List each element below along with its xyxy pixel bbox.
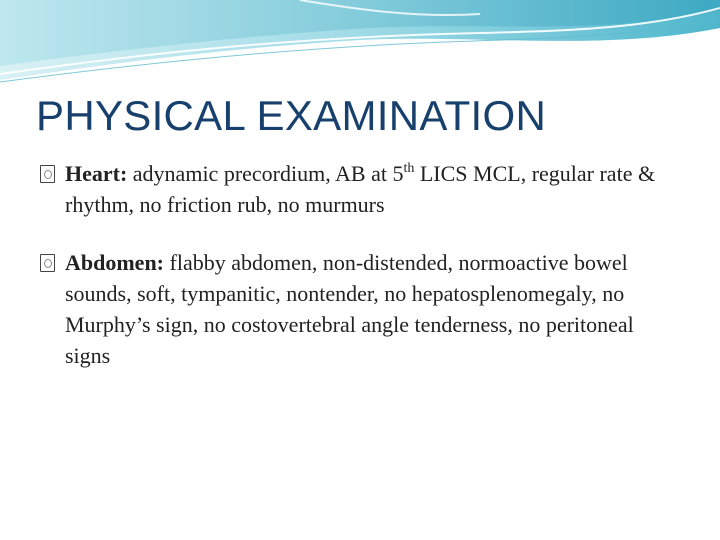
bullet-text-continued: LICS MCL, regular rate & rhythm, no friction rub, no murmurs	[65, 161, 656, 217]
page-title: PHYSICAL EXAMINATION	[36, 92, 547, 139]
hollow-box-bullet-icon	[40, 165, 55, 183]
hollow-box-bullet-icon	[40, 254, 55, 272]
list-item-abdomen	[40, 247, 680, 371]
header-wave-decoration	[0, 0, 720, 90]
bullet-text: adynamic precordium, AB at 5	[127, 161, 404, 186]
bullet-list	[40, 158, 680, 398]
bullet-term: Abdomen:	[65, 250, 165, 275]
list-item-heart	[40, 158, 680, 220]
bullet-text: flabby abdomen, non-distended, normoactive bowel sounds, soft, tympanitic, nontender, no hepatosplenomegaly, no Murphy’s sign, no costovertebral angle tenderness, no peritoneal signs	[65, 250, 634, 368]
ordinal-suffix: th	[403, 161, 415, 176]
bullet-term: Heart:	[65, 161, 128, 186]
